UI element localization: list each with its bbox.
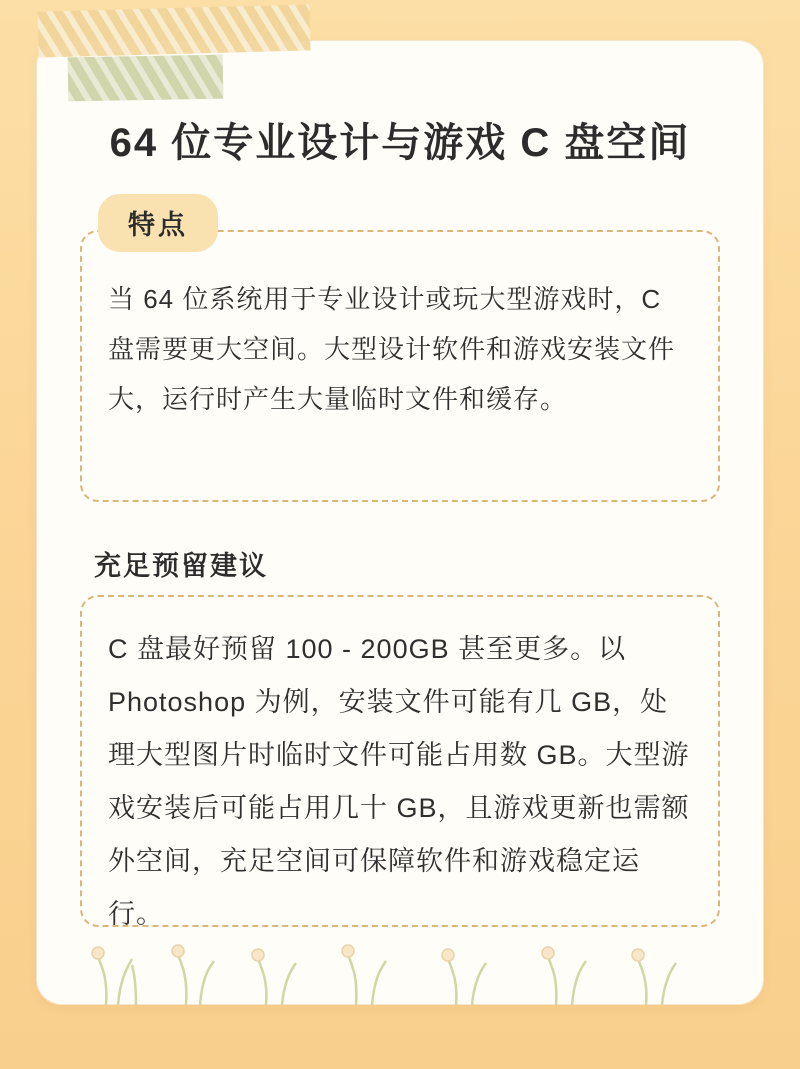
card-content bbox=[36, 40, 764, 1005]
section-divider bbox=[80, 502, 720, 544]
section-2-body-box bbox=[80, 595, 720, 927]
section-1 bbox=[80, 194, 720, 502]
note-card bbox=[36, 40, 764, 1005]
washi-tape-orange-icon bbox=[37, 4, 310, 57]
section-2 bbox=[80, 544, 720, 927]
section-1-body-box bbox=[80, 230, 720, 502]
section-2-text: C 盘最好预留 100 - 200GB 甚至更多。以 Photoshop 为例，安装文件可能有几 GB，处理大型图片时临时文件可能占用数 GB。大型游戏安装后可能占用几十 GB，且游戏更新也需额外空间，充足空间可保障软件和游戏稳定运行。 bbox=[108, 634, 690, 929]
section-1-heading: 特点 bbox=[98, 194, 218, 252]
section-2-heading: 充足预留建议 bbox=[94, 551, 268, 581]
section-1-text: 当 64 位系统用于专业设计或玩大型游戏时，C 盘需要更大空间。大型设计软件和游戏安装文件大，运行时产生大量临时文件和缓存。 bbox=[108, 284, 676, 414]
washi-tape-green-icon bbox=[68, 55, 224, 102]
page-title: 64 位专业设计与游戏 C 盘空间 bbox=[109, 121, 691, 165]
